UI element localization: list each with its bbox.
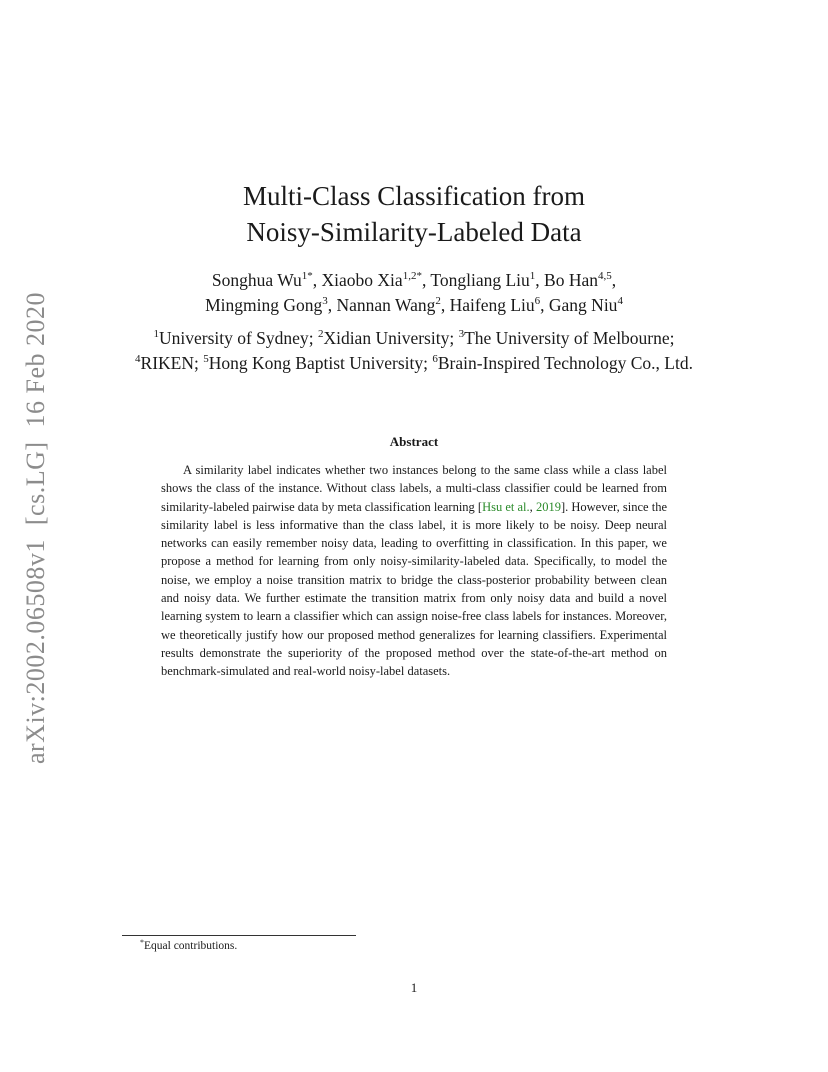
- affiliation-mark: 1: [153, 328, 159, 340]
- author-affil-mark: 1*: [301, 270, 313, 282]
- author-affil-mark: 1,2*: [402, 270, 422, 282]
- author-name: Gang Niu: [548, 295, 618, 315]
- affiliation-line-1: $^1$University of Sydney; $^2$Xidian University; $^3$The University of Melbourne;: [153, 328, 675, 348]
- author-list: [0, 268, 828, 318]
- footnote: [140, 939, 237, 954]
- title-line-2: Noisy-Similarity-Labeled Data: [246, 217, 582, 247]
- author-affil-mark: 2: [435, 295, 441, 307]
- citation-link-authors[interactable]: Hsu et al.: [482, 499, 530, 514]
- author-name: Haifeng Liu: [449, 295, 535, 315]
- paper-title: [0, 178, 828, 250]
- author-line-2: Mingming Gong$^3$, Nannan Wang$^2$, Haifeng Liu$^6$, Gang Niu$^4$: [205, 295, 623, 315]
- arxiv-category: [cs.LG]: [21, 441, 50, 526]
- affiliation-mark: 2: [317, 328, 324, 340]
- footnote-mark: *: [140, 938, 144, 947]
- footnote-divider: [122, 935, 356, 936]
- author-line-1: Songhua $Wu^{1*}$, Xiaobo Xia$^{1,2*}$, Tongliang Liu$^1$, Bo Han$^{4,5}$,: [211, 270, 617, 290]
- author-name: Xiaobo Xia: [321, 270, 403, 290]
- footnote-text: Equal contributions.: [144, 940, 238, 952]
- abstract-text-part-1: A similarity label indicates whether two instances belong to the same class while a class label shows the class of the instance. Without class labels, a multi-class classifier could be learned from similarity-labeled pairwise data by meta classification learning: [161, 463, 667, 514]
- citation-separator: ,: [529, 499, 536, 514]
- author-affil-mark: 6: [534, 295, 541, 307]
- page-number: 1: [410, 980, 418, 995]
- affiliation-mark: 4: [135, 353, 141, 365]
- author-name: Songhua Wu: [211, 270, 302, 290]
- abstract-heading: Abstract: [389, 434, 439, 449]
- affiliation-name: The University of Melbourne: [464, 328, 670, 348]
- citation-close-bracket: ]: [560, 499, 566, 514]
- author-affil-mark: 1: [529, 270, 536, 282]
- citation-link-year[interactable]: 2019: [535, 499, 561, 514]
- arxiv-date: 16 Feb 2020: [21, 291, 50, 428]
- affiliation-mark: 5: [203, 353, 209, 365]
- abstract-text-part-2: . However, since the similarity label is less informative than the class label, it is more likely to be noisy. Deep neural networks can easily remember noisy data, leading to overfitting in classification. In this paper, we propose a method for learning from only noisy-similarity-labeled data. Specifically, to model the noise, we employ a noise transition matrix to bridge the class-posterior probability between clean and noisy data. We further estimate the transition matrix from only noisy data and build a novel learning system to learn a classifier which can assign noise-free class labels for instances. Moreover, we theoretically justify how our proposed method generalizes for learning classifiers. Experimental results demonstrate the superiority of the proposed method over the state-of-the-art method on benchmark-simulated and real-world noisy-label datasets.: [161, 499, 668, 679]
- author-affil-mark: 4,5: [597, 270, 612, 282]
- author-affil-mark: 4: [617, 295, 623, 307]
- affiliation-mark: 3: [458, 328, 465, 340]
- citation-open-bracket: [: [477, 499, 483, 514]
- abstract-body: [161, 461, 667, 681]
- affiliation-name: RIKEN: [140, 353, 194, 373]
- title-line-1: Multi-Class Classification from: [243, 181, 585, 211]
- author-name: Nannan Wang: [336, 295, 436, 315]
- affiliation-name: University of Sydney: [158, 328, 309, 348]
- affiliation-name: Brain-Inspired Technology Co., Ltd.: [437, 353, 693, 373]
- arxiv-id: arXiv:2002.06508v1: [21, 539, 50, 765]
- author-name: Mingming Gong: [205, 295, 323, 315]
- author-affil-mark: 3: [322, 295, 328, 307]
- affiliation-name: Xidian University: [323, 328, 450, 348]
- author-name: Bo Han: [544, 270, 598, 290]
- affiliation-line-2: $^4$RIKEN; $^5$Hong Kong Baptist University; $^6$Brain-Inspired Technology Co., Ltd.: [135, 353, 693, 373]
- affiliation-mark: 6: [432, 353, 438, 365]
- author-name: Tongliang Liu: [430, 270, 530, 290]
- affiliation-list: [0, 326, 828, 376]
- affiliation-name: Hong Kong Baptist University: [208, 353, 424, 373]
